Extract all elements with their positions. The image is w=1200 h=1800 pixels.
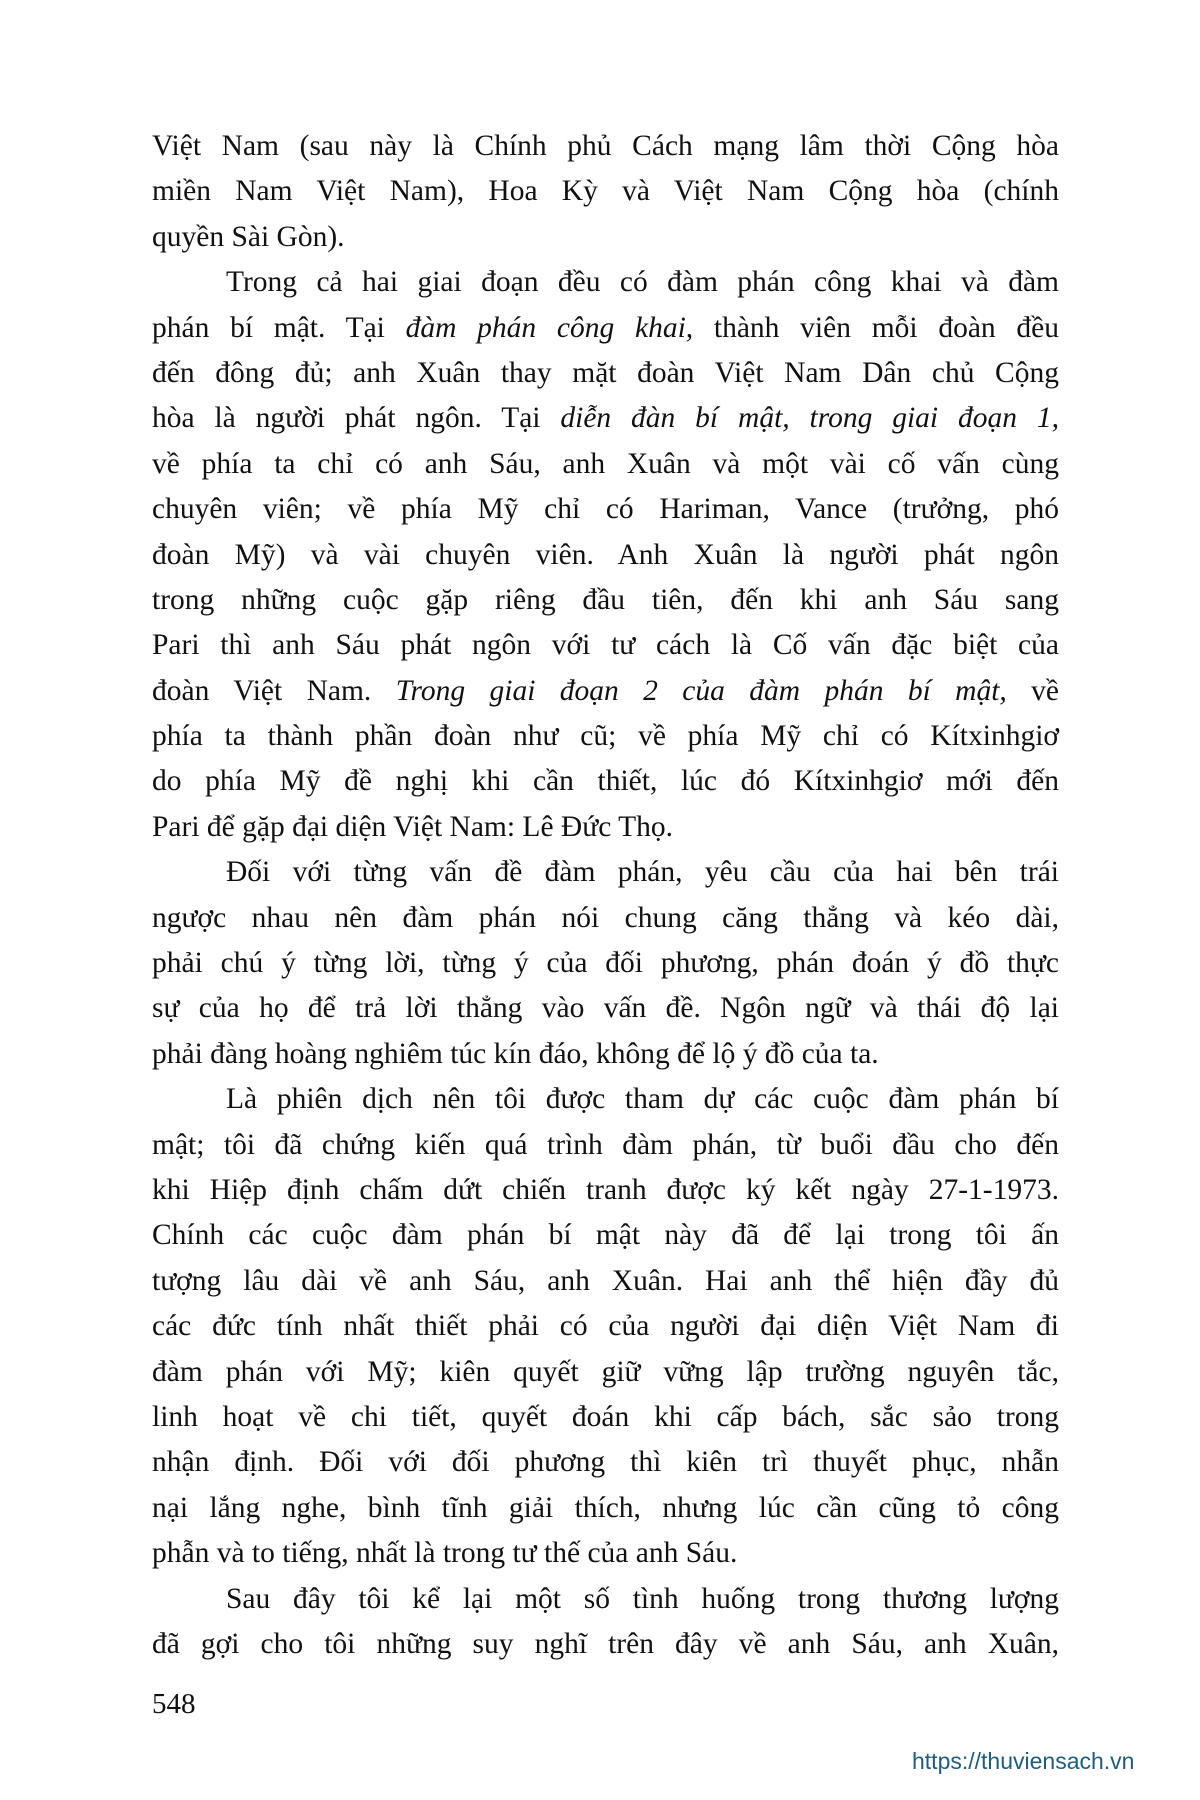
text-segment: linh hoạt về chi tiết, quyết đoán khi cấp bách, sắc sảo trong xyxy=(152,1400,1059,1433)
text-line xyxy=(152,351,1059,396)
text-segment: đoàn Việt Nam. xyxy=(152,674,396,707)
text-line xyxy=(152,533,1059,578)
text-line xyxy=(152,1213,1059,1258)
text-line xyxy=(152,1259,1059,1304)
text-line xyxy=(152,623,1059,668)
text-segment: Đối với từng vấn đề đàm phán, yêu cầu của hai bên trái xyxy=(226,856,1059,889)
text-segment: phải chú ý từng lời, từng ý của đối phương, phán đoán ý đồ thực xyxy=(152,947,1059,980)
text-segment: miền Nam Việt Nam), Hoa Kỳ và Việt Nam Cộng hòa (chính xyxy=(152,175,1059,208)
text-line xyxy=(152,1531,1059,1576)
text-line xyxy=(152,1077,1059,1122)
text-segment: Trong cả hai giai đoạn đều có đàm phán công khai và đàm xyxy=(226,266,1059,299)
text-line xyxy=(152,215,1059,260)
text-segment: khi Hiệp định chấm dứt chiến tranh được ký kết ngày 27-1-1973. xyxy=(152,1173,1059,1206)
watermark-link[interactable]: https://thuviensach.vn xyxy=(912,1748,1135,1774)
text-line xyxy=(152,896,1059,941)
text-segment: Sau đây tôi kể lại một số tình huống trong thương lượng xyxy=(226,1582,1059,1615)
text-line xyxy=(152,169,1059,214)
text-segment: về xyxy=(1006,674,1060,707)
text-line xyxy=(152,487,1059,532)
text-segment: phía ta thành phần đoàn như cũ; về phía Mỹ chỉ có Kítxinhgiơ xyxy=(152,720,1059,753)
text-line xyxy=(152,941,1059,986)
text-line xyxy=(152,714,1059,759)
text-line xyxy=(152,578,1059,623)
text-segment: nại lắng nghe, bình tĩnh giải thích, nhưng lúc cần cũng tỏ công xyxy=(152,1491,1059,1524)
text-line xyxy=(152,759,1059,804)
text-line xyxy=(152,1577,1059,1622)
text-segment: đoàn Mỹ) và vài chuyên viên. Anh Xuân là người phát ngôn xyxy=(152,538,1059,571)
text-segment: mật; tôi đã chứng kiến quá trình đàm phán, từ buổi đầu cho đến xyxy=(152,1128,1059,1161)
text-line xyxy=(152,1622,1059,1667)
italic-text: Trong giai đoạn 2 của đàm phán bí mật, xyxy=(395,674,1007,707)
text-segment: quyền Sài Gòn). xyxy=(152,220,345,253)
text-line xyxy=(152,306,1059,351)
text-segment: đàm phán với Mỹ; kiên quyết giữ vững lập trường nguyên tắc, xyxy=(152,1355,1059,1388)
text-line xyxy=(152,124,1059,169)
text-line xyxy=(152,1350,1059,1395)
text-line xyxy=(152,1168,1059,1213)
text-line xyxy=(152,396,1059,441)
text-segment: phán bí mật. Tại xyxy=(152,311,406,344)
page-number: 548 xyxy=(152,1688,196,1720)
text-line xyxy=(152,850,1059,895)
body-text xyxy=(152,124,1059,1667)
text-segment: ngược nhau nên đàm phán nói chung căng thẳng và kéo dài, xyxy=(152,901,1059,934)
text-segment: Pari thì anh Sáu phát ngôn với tư cách là Cố vấn đặc biệt của xyxy=(152,629,1059,662)
text-segment: về phía ta chỉ có anh Sáu, anh Xuân và một vài cố vấn cùng xyxy=(152,447,1059,480)
text-line xyxy=(152,442,1059,487)
text-line xyxy=(152,1440,1059,1485)
italic-text: đàm phán công khai, xyxy=(405,311,694,344)
text-line xyxy=(152,1486,1059,1531)
text-segment: đến đông đủ; anh Xuân thay mặt đoàn Việt Nam Dân chủ Cộng xyxy=(152,356,1059,389)
text-segment: sự của họ để trả lời thẳng vào vấn đề. Ngôn ngữ và thái độ lại xyxy=(152,992,1059,1025)
text-line xyxy=(152,1304,1059,1349)
text-line xyxy=(152,805,1059,850)
text-segment: do phía Mỹ đề nghị khi cần thiết, lúc đó Kítxinhgiơ mới đến xyxy=(152,765,1059,798)
text-segment: các đức tính nhất thiết phải có của người đại diện Việt Nam đi xyxy=(152,1310,1059,1343)
text-line xyxy=(152,1032,1059,1077)
text-line xyxy=(152,669,1059,714)
text-line xyxy=(152,1123,1059,1168)
text-segment: phải đàng hoàng nghiêm túc kín đáo, không để lộ ý đồ của ta. xyxy=(152,1037,879,1070)
text-segment: đã gợi cho tôi những suy nghĩ trên đây về anh Sáu, anh Xuân, xyxy=(152,1627,1059,1660)
italic-text: diễn đàn bí mật, trong giai đoạn 1, xyxy=(560,402,1060,435)
text-line xyxy=(152,260,1059,305)
text-segment: Việt Nam (sau này là Chính phủ Cách mạng lâm thời Cộng hòa xyxy=(152,130,1059,162)
text-line xyxy=(152,986,1059,1031)
text-segment: thành viên mỗi đoàn đều xyxy=(693,311,1059,344)
text-segment: hòa là người phát ngôn. Tại xyxy=(152,402,561,435)
text-segment: Là phiên dịch nên tôi được tham dự các cuộc đàm phán bí xyxy=(226,1083,1059,1116)
text-segment: Pari để gặp đại diện Việt Nam: Lê Đức Thọ. xyxy=(152,810,674,843)
text-segment: tượng lâu dài về anh Sáu, anh Xuân. Hai anh thể hiện đầy đủ xyxy=(152,1264,1059,1297)
text-segment: chuyên viên; về phía Mỹ chỉ có Hariman, Vance (trưởng, phó xyxy=(152,493,1059,526)
text-line xyxy=(152,1395,1059,1440)
text-segment: nhận định. Đối với đối phương thì kiên trì thuyết phục, nhẫn xyxy=(152,1446,1059,1479)
text-segment: phẫn và to tiếng, nhất là trong tư thế của anh Sáu. xyxy=(152,1537,738,1570)
text-segment: Chính các cuộc đàm phán bí mật này đã để lại trong tôi ấn xyxy=(152,1219,1059,1252)
text-segment: trong những cuộc gặp riêng đầu tiên, đến khi anh Sáu sang xyxy=(152,583,1059,616)
